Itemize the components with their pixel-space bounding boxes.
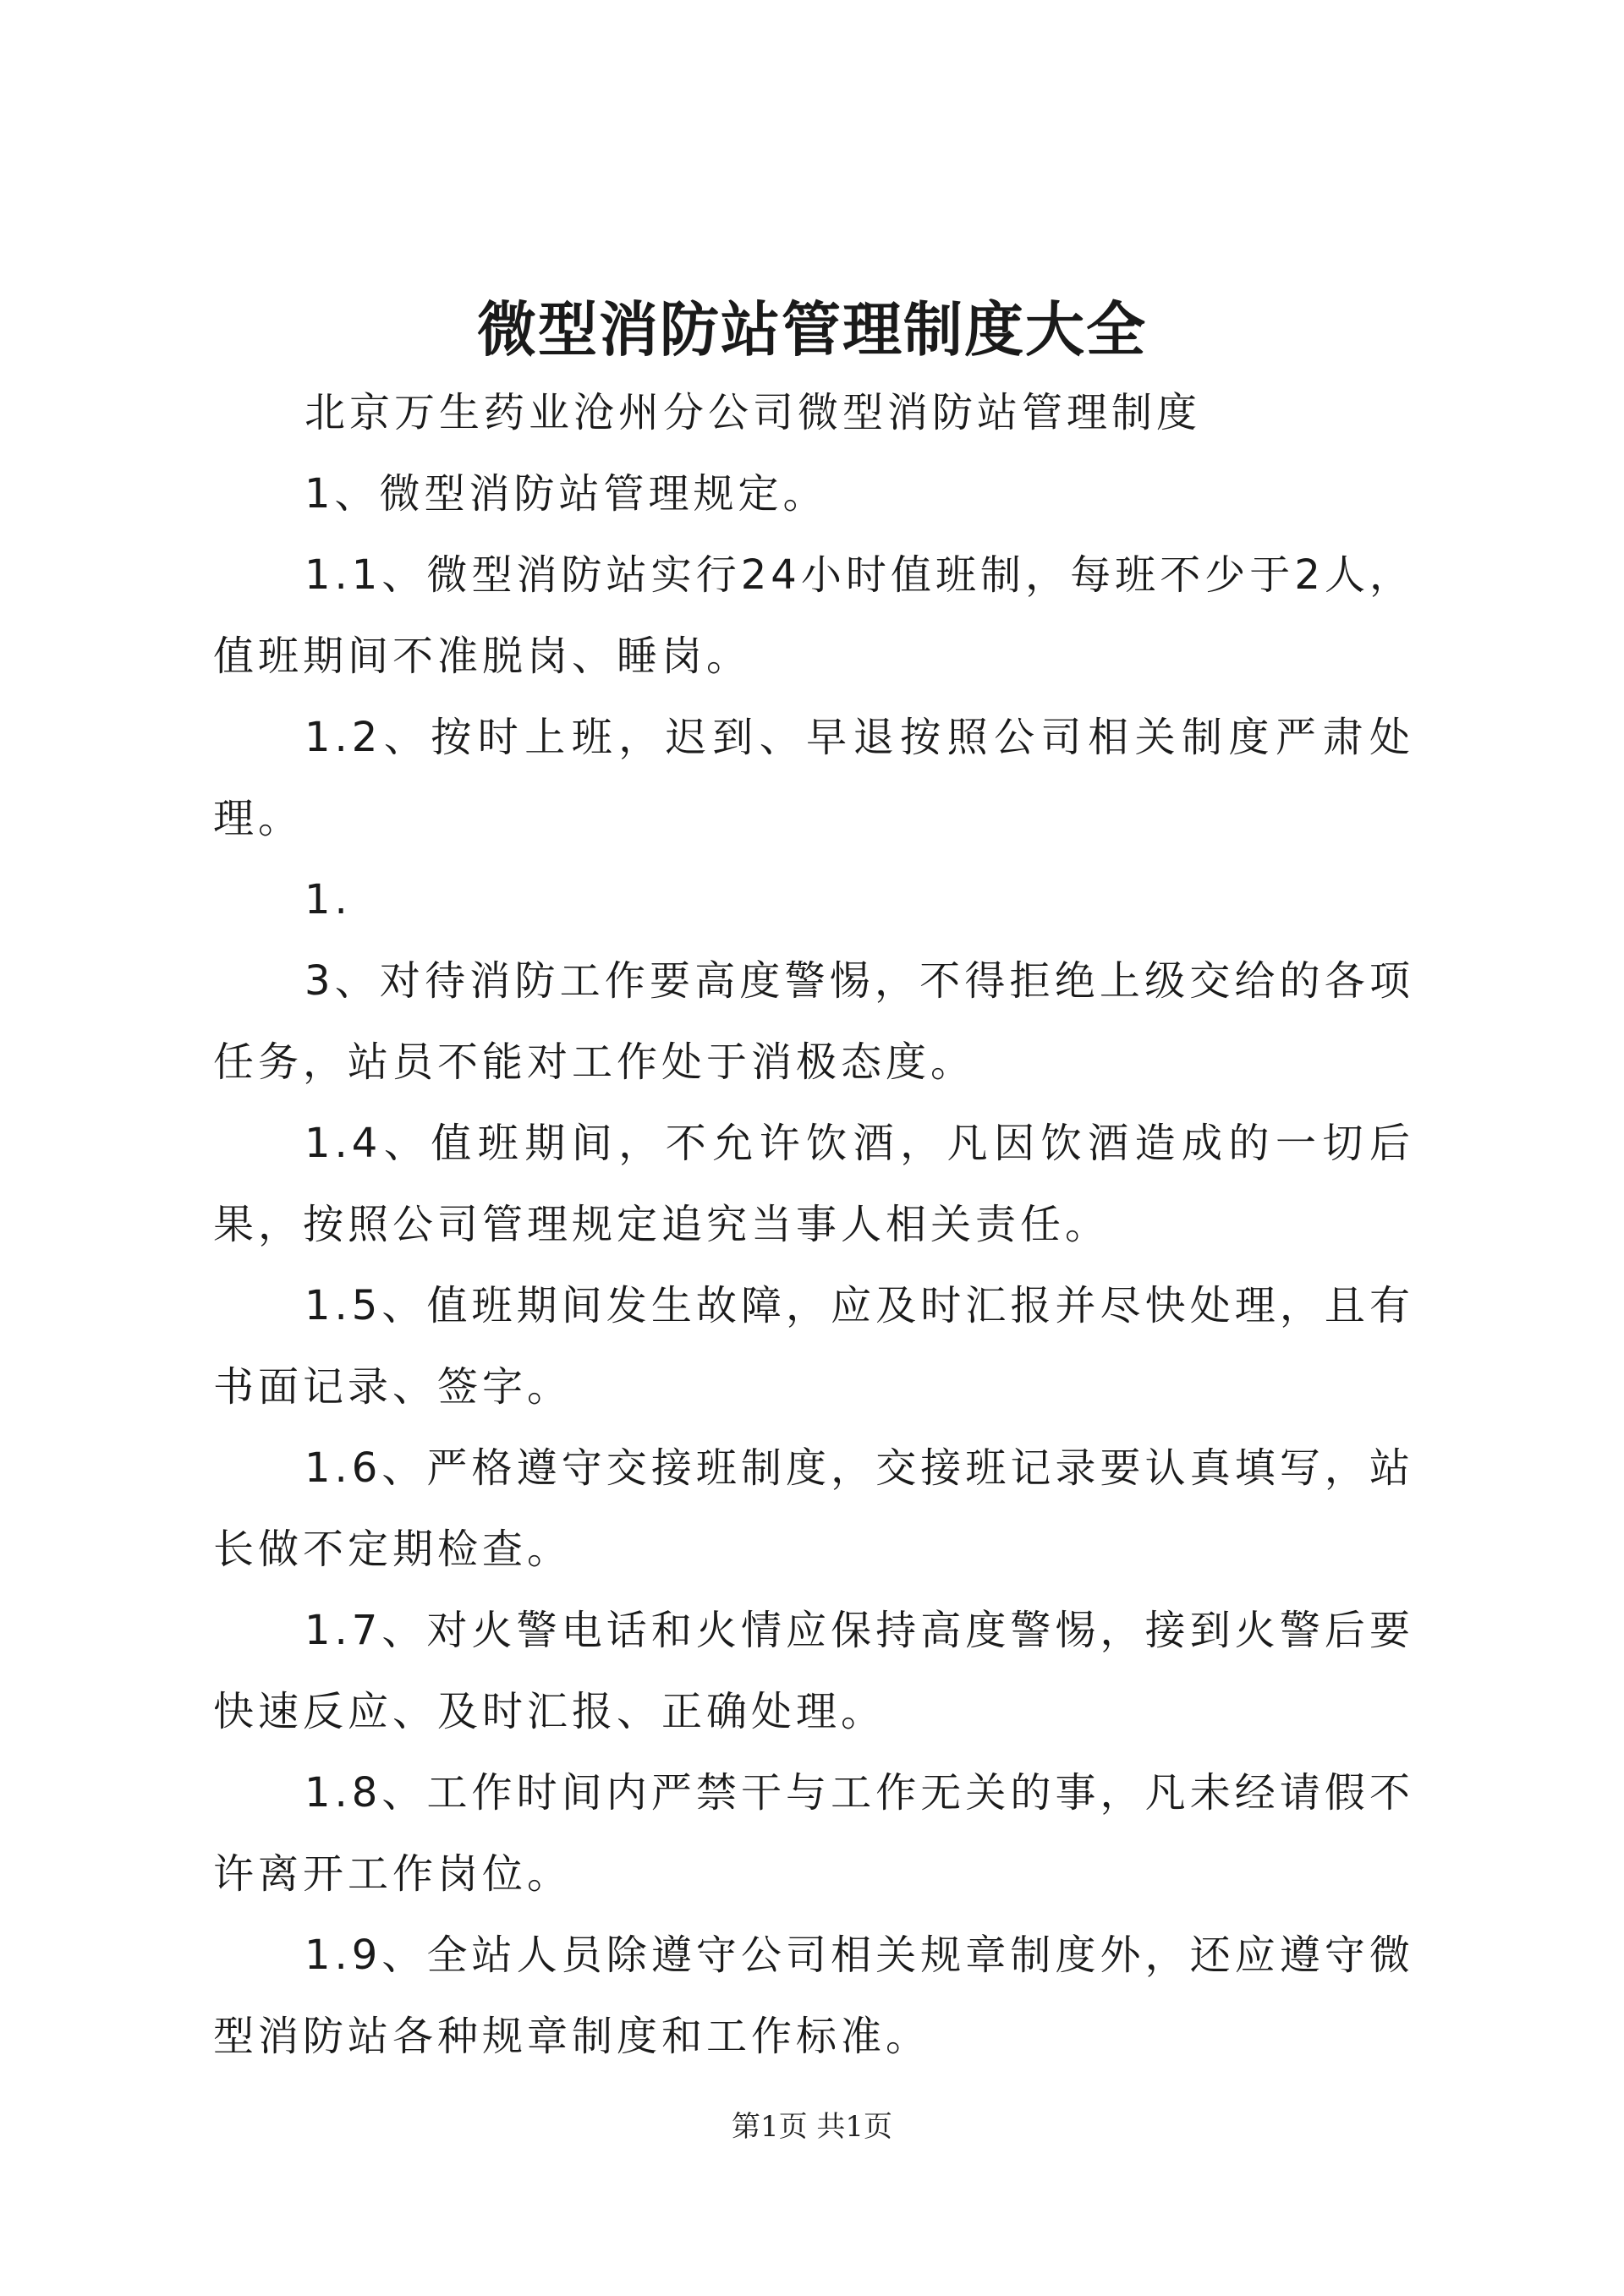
paragraph-1-2: 1.2、按时上班，迟到、早退按照公司相关制度严肃处理。 (213, 714, 1414, 842)
document-body (213, 372, 1414, 2077)
paragraph-1-3: 3、对待消防工作要高度警惕，不得拒绝上级交给的各项任务，站员不能对工作处于消极态度。 (213, 957, 1414, 1086)
paragraph-1-7: 1.7、对火警电话和火情应保持高度警惕，接到火警后要快速反应、及时汇报、正确处理。 (213, 1607, 1414, 1735)
page-number-footer: 第1页 共1页 (731, 2110, 893, 2144)
paragraph-1-8: 1.8、工作时间内严禁干与工作无关的事，凡未经请假不许离开工作岗位。 (213, 1769, 1414, 1898)
paragraph-1-6: 1.6、严格遵守交接班制度，交接班记录要认真填写，站长做不定期检查。 (213, 1444, 1414, 1573)
paragraph-1-fragment: 1. (304, 876, 352, 923)
paragraph-1-4: 1.4、值班期间，不允许饮酒，凡因饮酒造成的一切后果，按照公司管理规定追究当事人相关责任。 (213, 1120, 1414, 1248)
paragraph-section-1: 1、微型消防站管理规定。 (304, 470, 828, 518)
paragraph-1-5: 1.5、值班期间发生故障，应及时汇报并尽快处理，且有书面记录、签字。 (213, 1282, 1414, 1411)
paragraph-1-1: 1.1、微型消防站实行24小时值班制，每班不少于2人，值班期间不准脱岗、睡岗。 (213, 551, 1414, 680)
paragraph-1-9: 1.9、全站人员除遵守公司相关规章制度外，还应遵守微型消防站各种规章制度和工作标准。 (213, 1932, 1414, 2060)
document-title: 微型消防站管理制度大全 (477, 294, 1147, 364)
paragraph-heading: 北京万生药业沧州分公司微型消防站管理制度 (304, 389, 1202, 436)
